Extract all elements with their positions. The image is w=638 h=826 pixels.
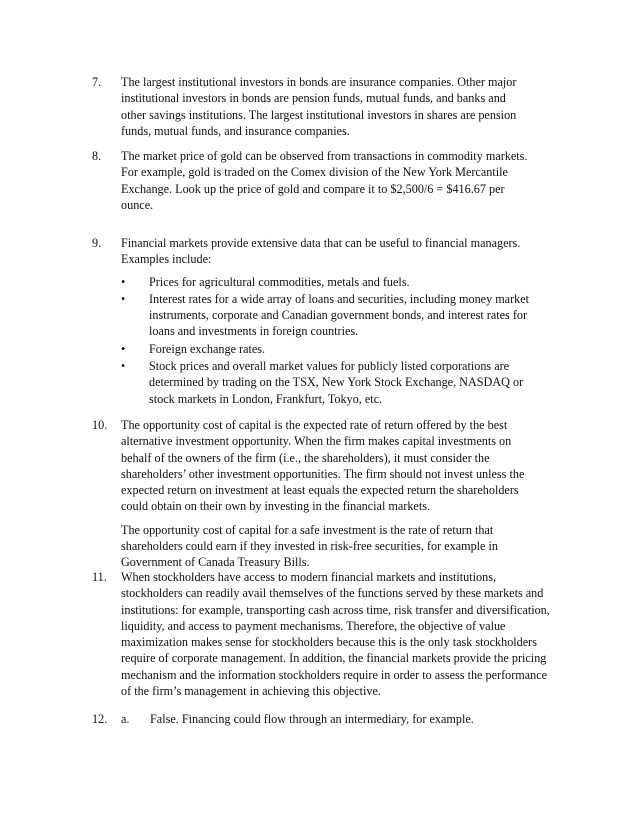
question-number: 11. [92,570,107,584]
text-line: funds, mutual funds, and insurance companies. [121,123,350,138]
text-line: When stockholders have access to modern financial markets and institutions, [121,570,496,584]
answer-paragraph [121,148,556,213]
text-line: Prices for agricultural commodities, metals and fuels. [149,274,410,289]
text-line: shareholders could earn if they invested in risk-free securities, for example in [121,539,498,554]
bullet-item [121,358,556,407]
text-line: mechanism and the information stockholders require in order to assess the performance [121,667,548,682]
bullet-item [121,274,556,290]
question-number: 10. [92,418,108,432]
answer-paragraph [121,569,556,699]
text-line: Stock prices and overall market values for publicly listed corporations are [149,359,510,374]
answer-paragraph-2 [121,522,556,571]
bullet-item [121,291,556,340]
bullet-icon: • [121,341,126,356]
text-line: shareholders’ other investment opportunities. The firm should not invest unless the [121,466,525,481]
text-line: alternative investment opportunity. When the firm makes capital investments on [121,434,512,449]
text-line: expected return on investment at least equals the expected return the shareholders [121,483,519,498]
text-line: The opportunity cost of capital is the expected rate of return offered by the best [121,418,508,432]
bullet-icon: • [121,291,126,306]
question-number: 8. [92,149,102,163]
answer-paragraph [121,417,556,571]
bullet-list [121,274,556,407]
text-line: maximization makes sense for stockholders because this is the only task stockholders [121,635,537,650]
answer-paragraph [121,235,556,408]
text-line: Government of Canada Treasury Bills. [121,555,310,570]
text-line: stockholders can readily avail themselves of the functions served by these markets and [121,586,544,601]
text-line: The market price of gold can be observed from transactions in commodity markets. [121,149,528,163]
text-line: Interest rates for a wide array of loans and securities, including money market [149,291,530,306]
text-line: Examples include: [121,252,212,267]
text-line: require of corporate management. In addition, the financial markets provide the pricing [121,651,547,666]
text-line: institutional investors in bonds are pension funds, mutual funds, and banks and [121,91,506,106]
text-line: The opportunity cost of capital for a safe investment is the rate of return that [121,522,494,537]
text-line: other savings institutions. The largest institutional investors in shares are pension [121,107,517,122]
text-line: instruments, corporate and Canadian government bonds, and interest rates for [149,308,528,323]
question-number: 9. [92,236,102,250]
text-line: Exchange. Look up the price of gold and compare it to $2,500/6 = $416.67 per [121,181,505,196]
text-line: The largest institutional investors in bonds are insurance companies. Other major [121,75,517,89]
text-line: Financial markets provide extensive data that can be useful to financial managers. [121,236,521,250]
text-line: loans and investments in foreign countries. [149,324,359,339]
text-line: could obtain on their own by investing in the financial markets. [121,499,431,514]
text-line: determined by trading on the TSX, New York Stock Exchange, NASDAQ or [149,375,524,390]
text-line: stock markets in London, Frankfurt, Tokyo, etc. [149,391,383,406]
text-line: Foreign exchange rates. [149,341,266,356]
bullet-item [121,341,556,357]
sub-item-letter: a. [121,712,130,726]
text-line: liquidity, and access to payment mechanisms. Therefore, the objective of value [121,618,506,633]
bullet-icon: • [121,359,126,374]
text-line: behalf of the owners of the firm (i.e., the shareholders), it must consider the [121,450,490,465]
text-line: of the firm’s management in achieving this objective. [121,684,381,699]
sub-item-text: False. Financing could flow through an intermediary, for example. [150,712,474,726]
answer-paragraph [121,74,556,139]
question-number: 7. [92,75,102,89]
text-line: For example, gold is traded on the Comex division of the New York Mercantile [121,165,508,180]
bullet-icon: • [121,274,126,289]
question-number: 12. [92,712,108,726]
text-line: institutions: for example, transporting cash across time, risk transfer and diversification, [121,602,550,617]
text-line: ounce. [121,197,154,212]
